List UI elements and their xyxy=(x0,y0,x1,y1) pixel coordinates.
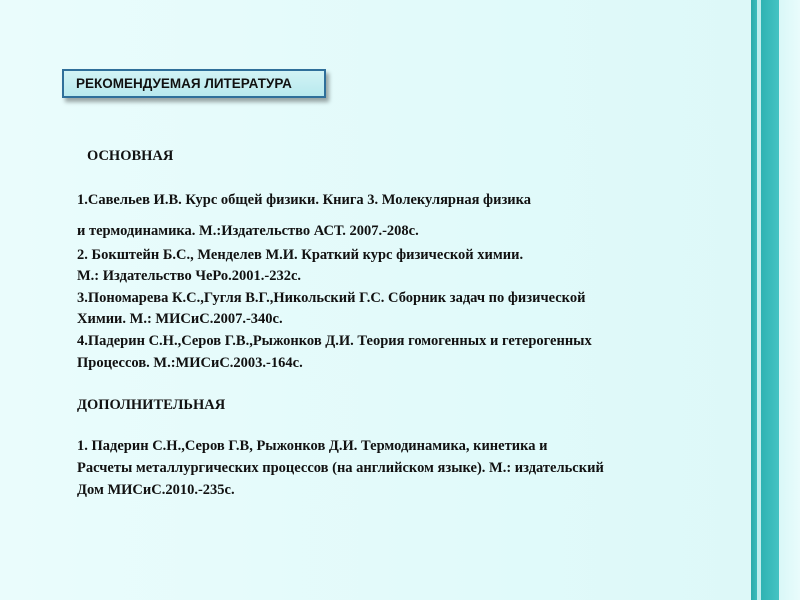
reference-line-7: 4.Падерин С.Н.,Серов Г.В.,Рыжонков Д.И. Теория гомогенных и гетерогенных xyxy=(77,333,592,349)
section-heading-extra: ДОПОЛНИТЕЛЬНАЯ xyxy=(77,397,226,413)
reference-line-1: 1.Савельев И.В. Курс общей физики. Книга 3. Молекулярная физика xyxy=(77,192,532,208)
decorative-stripe-wide xyxy=(761,0,779,600)
reference-line-6: Химии. М.: МИСиС.2007.-340с. xyxy=(77,311,283,327)
decorative-stripe-edge xyxy=(779,0,800,600)
extra-reference-line-2: Расчеты металлургических процессов (на английском языке). М.: издательский xyxy=(77,460,604,476)
reference-line-2: и термодинамика. М.:Издательство АСТ. 2007.-208с. xyxy=(77,223,419,239)
extra-reference-line-1: 1. Падерин С.Н.,Серов Г.В, Рыжонков Д.И. Термодинамика, кинетика и xyxy=(77,438,548,454)
slide-title: РЕКОМЕНДУЕМАЯ ЛИТЕРАТУРА xyxy=(76,76,292,91)
reference-line-8: Процессов. М.:МИСиС.2003.-164с. xyxy=(77,355,303,371)
reference-line-5: 3.Пономарева К.С.,Гугля В.Г.,Никольский Г.С. Сборник задач по физической xyxy=(77,290,586,306)
reference-line-3: 2. Бокштейн Б.С., Менделев М.И. Краткий курс физической химии. xyxy=(77,247,524,263)
title-box xyxy=(62,69,326,98)
extra-reference-line-3: Дом МИСиС.2010.-235с. xyxy=(77,482,235,498)
section-heading-main: ОСНОВНАЯ xyxy=(87,148,174,164)
reference-line-4: М.: Издательство ЧеРо.2001.-232с. xyxy=(77,268,302,284)
